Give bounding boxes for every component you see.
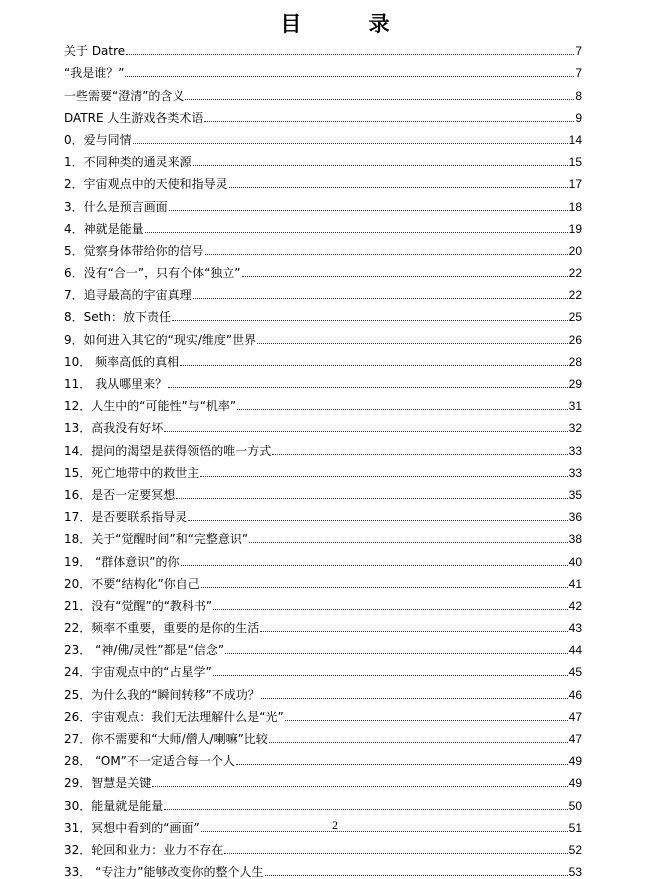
toc-entry[interactable]: [64, 347, 582, 369]
toc-entry-title: 2．宇宙观点中的天使和指导灵: [64, 177, 228, 192]
dot-leader: [229, 187, 568, 188]
dot-leader: [188, 520, 567, 521]
toc-entry[interactable]: [64, 302, 582, 324]
toc-entry-page: 44: [568, 643, 582, 658]
toc-entry[interactable]: [64, 58, 582, 80]
toc-entry[interactable]: [64, 435, 582, 457]
toc-entry[interactable]: [64, 125, 582, 147]
toc-entry[interactable]: [64, 36, 582, 58]
toc-entry[interactable]: [64, 236, 582, 258]
dot-leader: [152, 786, 567, 787]
toc-entry-title: 21．没有“觉醒”的“教科书”: [64, 598, 213, 613]
toc-entry-title: 9．如何进入其它的“现实/维度”世界: [64, 332, 257, 347]
toc-entry-page: 22: [568, 266, 582, 281]
toc-entry-title: 14．提问的渴望是获得领悟的唯一方式: [64, 443, 272, 458]
dot-leader: [169, 210, 568, 211]
dot-leader: [260, 631, 567, 632]
toc-entry-page: 47: [568, 709, 582, 724]
toc-entry-title: 0．爱与同情: [64, 132, 132, 147]
toc-entry[interactable]: [64, 613, 582, 635]
dot-leader: [272, 454, 567, 455]
page-title: 目 录: [280, 11, 420, 36]
toc-entry[interactable]: [64, 591, 582, 613]
toc-entry[interactable]: [64, 103, 582, 125]
toc-entry[interactable]: [64, 214, 582, 236]
dot-leader: [193, 165, 568, 166]
toc-entry-title: 19． “群体意识”的你: [64, 554, 180, 569]
dot-leader: [176, 498, 567, 499]
toc-entry[interactable]: [64, 724, 582, 746]
toc-entry[interactable]: [64, 768, 582, 790]
toc-entry[interactable]: [64, 679, 582, 701]
dot-leader: [145, 232, 568, 233]
dot-leader: [242, 276, 568, 277]
toc-entry-page: 42: [568, 598, 582, 613]
toc-entry-title: 22．频率不重要，重要的是你的生活: [64, 621, 260, 636]
toc-entry[interactable]: [64, 80, 582, 102]
dot-leader: [125, 76, 574, 77]
dot-leader: [185, 99, 574, 100]
toc-entry-title: 24．宇宙观点中的“占星学”: [64, 665, 212, 680]
toc-entry[interactable]: [64, 280, 582, 302]
dot-leader: [213, 609, 568, 610]
toc-entry-page: 29: [568, 377, 582, 391]
dot-leader: [261, 698, 568, 699]
toc-entry[interactable]: [64, 746, 582, 768]
toc-entry[interactable]: [64, 191, 582, 213]
page-number: 2: [332, 818, 338, 832]
dot-leader: [193, 298, 568, 299]
toc-entry-page: 15: [568, 155, 582, 170]
toc-entry-page: 18: [568, 199, 582, 214]
toc-entry[interactable]: [64, 502, 582, 524]
toc-entry-title: 32．轮回和业力：业力不存在: [64, 842, 224, 857]
toc-entry[interactable]: [64, 635, 582, 657]
toc-entry-title: 一些需要“澄清”的含义: [64, 88, 185, 103]
dot-leader: [269, 742, 568, 743]
toc-entry-title: 15．死亡地带中的救世主: [64, 465, 200, 480]
dot-leader: [201, 587, 568, 588]
toc-entry-page: 45: [568, 665, 582, 680]
toc-entry[interactable]: [64, 657, 582, 679]
toc-entry-page: 7: [575, 44, 582, 59]
toc-entry-page: 31: [568, 399, 582, 414]
toc-entry-page: 20: [568, 243, 582, 258]
toc-entry-title: 4．神就是能量: [64, 221, 144, 236]
toc-entry-page: 35: [568, 487, 582, 502]
toc-entry-title: DATRE 人生游戏各类术语: [64, 110, 204, 125]
dot-leader: [126, 54, 574, 55]
toc-entry-page: 49: [568, 776, 582, 791]
toc-entry-title: 5．觉察身体带给你的信号: [64, 243, 204, 258]
toc-entry-page: 46: [568, 687, 582, 702]
toc-entry-page: 43: [568, 621, 582, 636]
toc-entry-page: 9: [575, 110, 582, 125]
toc-entry[interactable]: [64, 524, 582, 546]
toc-entry[interactable]: [64, 413, 582, 435]
toc-entry-page: 51: [568, 820, 582, 835]
toc-entry-title: 27．你不需要和“大师/僧人/喇嘛”比较: [64, 732, 268, 746]
toc-entry-title: 23． “神/佛/灵性”都是“信念”: [64, 643, 225, 658]
toc-entry-page: 36: [568, 510, 582, 525]
dot-leader: [285, 720, 568, 721]
toc-entry-page: 22: [568, 288, 582, 303]
toc-entry[interactable]: [64, 147, 582, 169]
toc-entry[interactable]: [64, 569, 582, 591]
toc-entry[interactable]: [64, 169, 582, 191]
table-of-contents: [64, 36, 582, 879]
toc-entry-title: 关于 Datre: [64, 44, 126, 59]
toc-entry[interactable]: [64, 835, 582, 857]
toc-entry-page: 41: [568, 576, 582, 591]
toc-entry-page: 26: [568, 332, 582, 347]
toc-entry-page: 47: [568, 732, 582, 746]
toc-entry-title: 30．能量就是能量: [64, 798, 164, 813]
toc-entry-title: 11． 我从哪里来？: [64, 377, 168, 391]
toc-entry[interactable]: [64, 790, 582, 812]
dot-leader: [168, 387, 568, 388]
toc-entry-page: 53: [568, 865, 582, 879]
dot-leader: [172, 320, 568, 321]
toc-entry-title: 31．冥想中看到的“画面”: [64, 820, 200, 835]
toc-entry[interactable]: [64, 857, 582, 879]
toc-entry-title: 7．追寻最高的宇宙真理: [64, 288, 192, 303]
toc-entry-title: 13．高我没有好坏: [64, 421, 164, 436]
toc-entry-page: 14: [568, 132, 582, 147]
toc-entry-page: 19: [568, 221, 582, 236]
toc-entry[interactable]: [64, 324, 582, 346]
toc-entry-title: 33． “专注力”能够改变你的整个人生: [64, 865, 264, 879]
dot-leader: [249, 542, 568, 543]
toc-entry-page: 33: [568, 443, 582, 458]
toc-entry-page: 8: [575, 88, 582, 103]
toc-entry-page: 52: [568, 842, 582, 857]
toc-entry-page: 38: [568, 532, 582, 547]
dot-leader: [164, 431, 567, 432]
dot-leader: [164, 809, 567, 810]
toc-entry-page: 17: [568, 177, 582, 192]
toc-entry-page: 25: [568, 310, 582, 325]
toc-entry-title: 6．没有“合一”，只有个体“独立”: [64, 266, 241, 281]
toc-entry-page: 28: [568, 354, 582, 369]
toc-entry[interactable]: [64, 480, 582, 502]
toc-entry-title: 16．是否一定要冥想: [64, 487, 176, 502]
toc-entry-title: 26．宇宙观点：我们无法理解什么是“光”: [64, 709, 284, 724]
toc-entry-title: 29．智慧是关键: [64, 776, 152, 791]
dot-leader: [265, 875, 568, 876]
toc-entry-title: 3．什么是预言画面: [64, 199, 168, 214]
dot-leader: [204, 121, 574, 122]
toc-entry-page: 49: [568, 754, 582, 769]
toc-entry-page: 40: [568, 554, 582, 569]
toc-entry[interactable]: [64, 702, 582, 724]
toc-entry-title: 1．不同种类的通灵来源: [64, 155, 192, 170]
dot-leader: [180, 365, 568, 366]
toc-entry-title: 20．不要“结构化”你自己: [64, 576, 200, 591]
dot-leader: [213, 675, 568, 676]
dot-leader: [237, 409, 568, 410]
dot-leader: [236, 764, 568, 765]
toc-entry[interactable]: [64, 546, 582, 568]
toc-entry-page: 32: [568, 421, 582, 436]
dot-leader: [133, 143, 568, 144]
dot-leader: [205, 254, 568, 255]
toc-entry-title: 8．Seth：放下责任: [64, 310, 171, 325]
toc-entry[interactable]: [64, 369, 582, 391]
dot-leader: [257, 343, 568, 344]
dot-leader: [225, 653, 568, 654]
toc-entry[interactable]: [64, 458, 582, 480]
toc-entry-title: 10． 频率高低的真相: [64, 354, 180, 369]
dot-leader: [181, 565, 568, 566]
toc-entry-title: 12．人生中的“可能性”与“机率”: [64, 399, 237, 414]
toc-entry-title: 17．是否要联系指导灵: [64, 510, 188, 525]
dot-leader: [224, 853, 567, 854]
toc-entry-page: 50: [568, 798, 582, 813]
dot-leader: [200, 476, 567, 477]
toc-entry-page: 7: [575, 66, 582, 81]
toc-entry-title: 25．为什么我的“瞬间转移”不成功？: [64, 687, 260, 702]
toc-entry-title: 18．关于“觉醒时间”和“完整意识”: [64, 532, 249, 547]
toc-entry-page: 33: [568, 465, 582, 480]
toc-entry[interactable]: [64, 258, 582, 280]
toc-entry[interactable]: [64, 391, 582, 413]
toc-entry-title: 28． “OM”不一定适合每一个人: [64, 754, 235, 769]
toc-entry-title: “我是谁？”: [64, 66, 125, 81]
